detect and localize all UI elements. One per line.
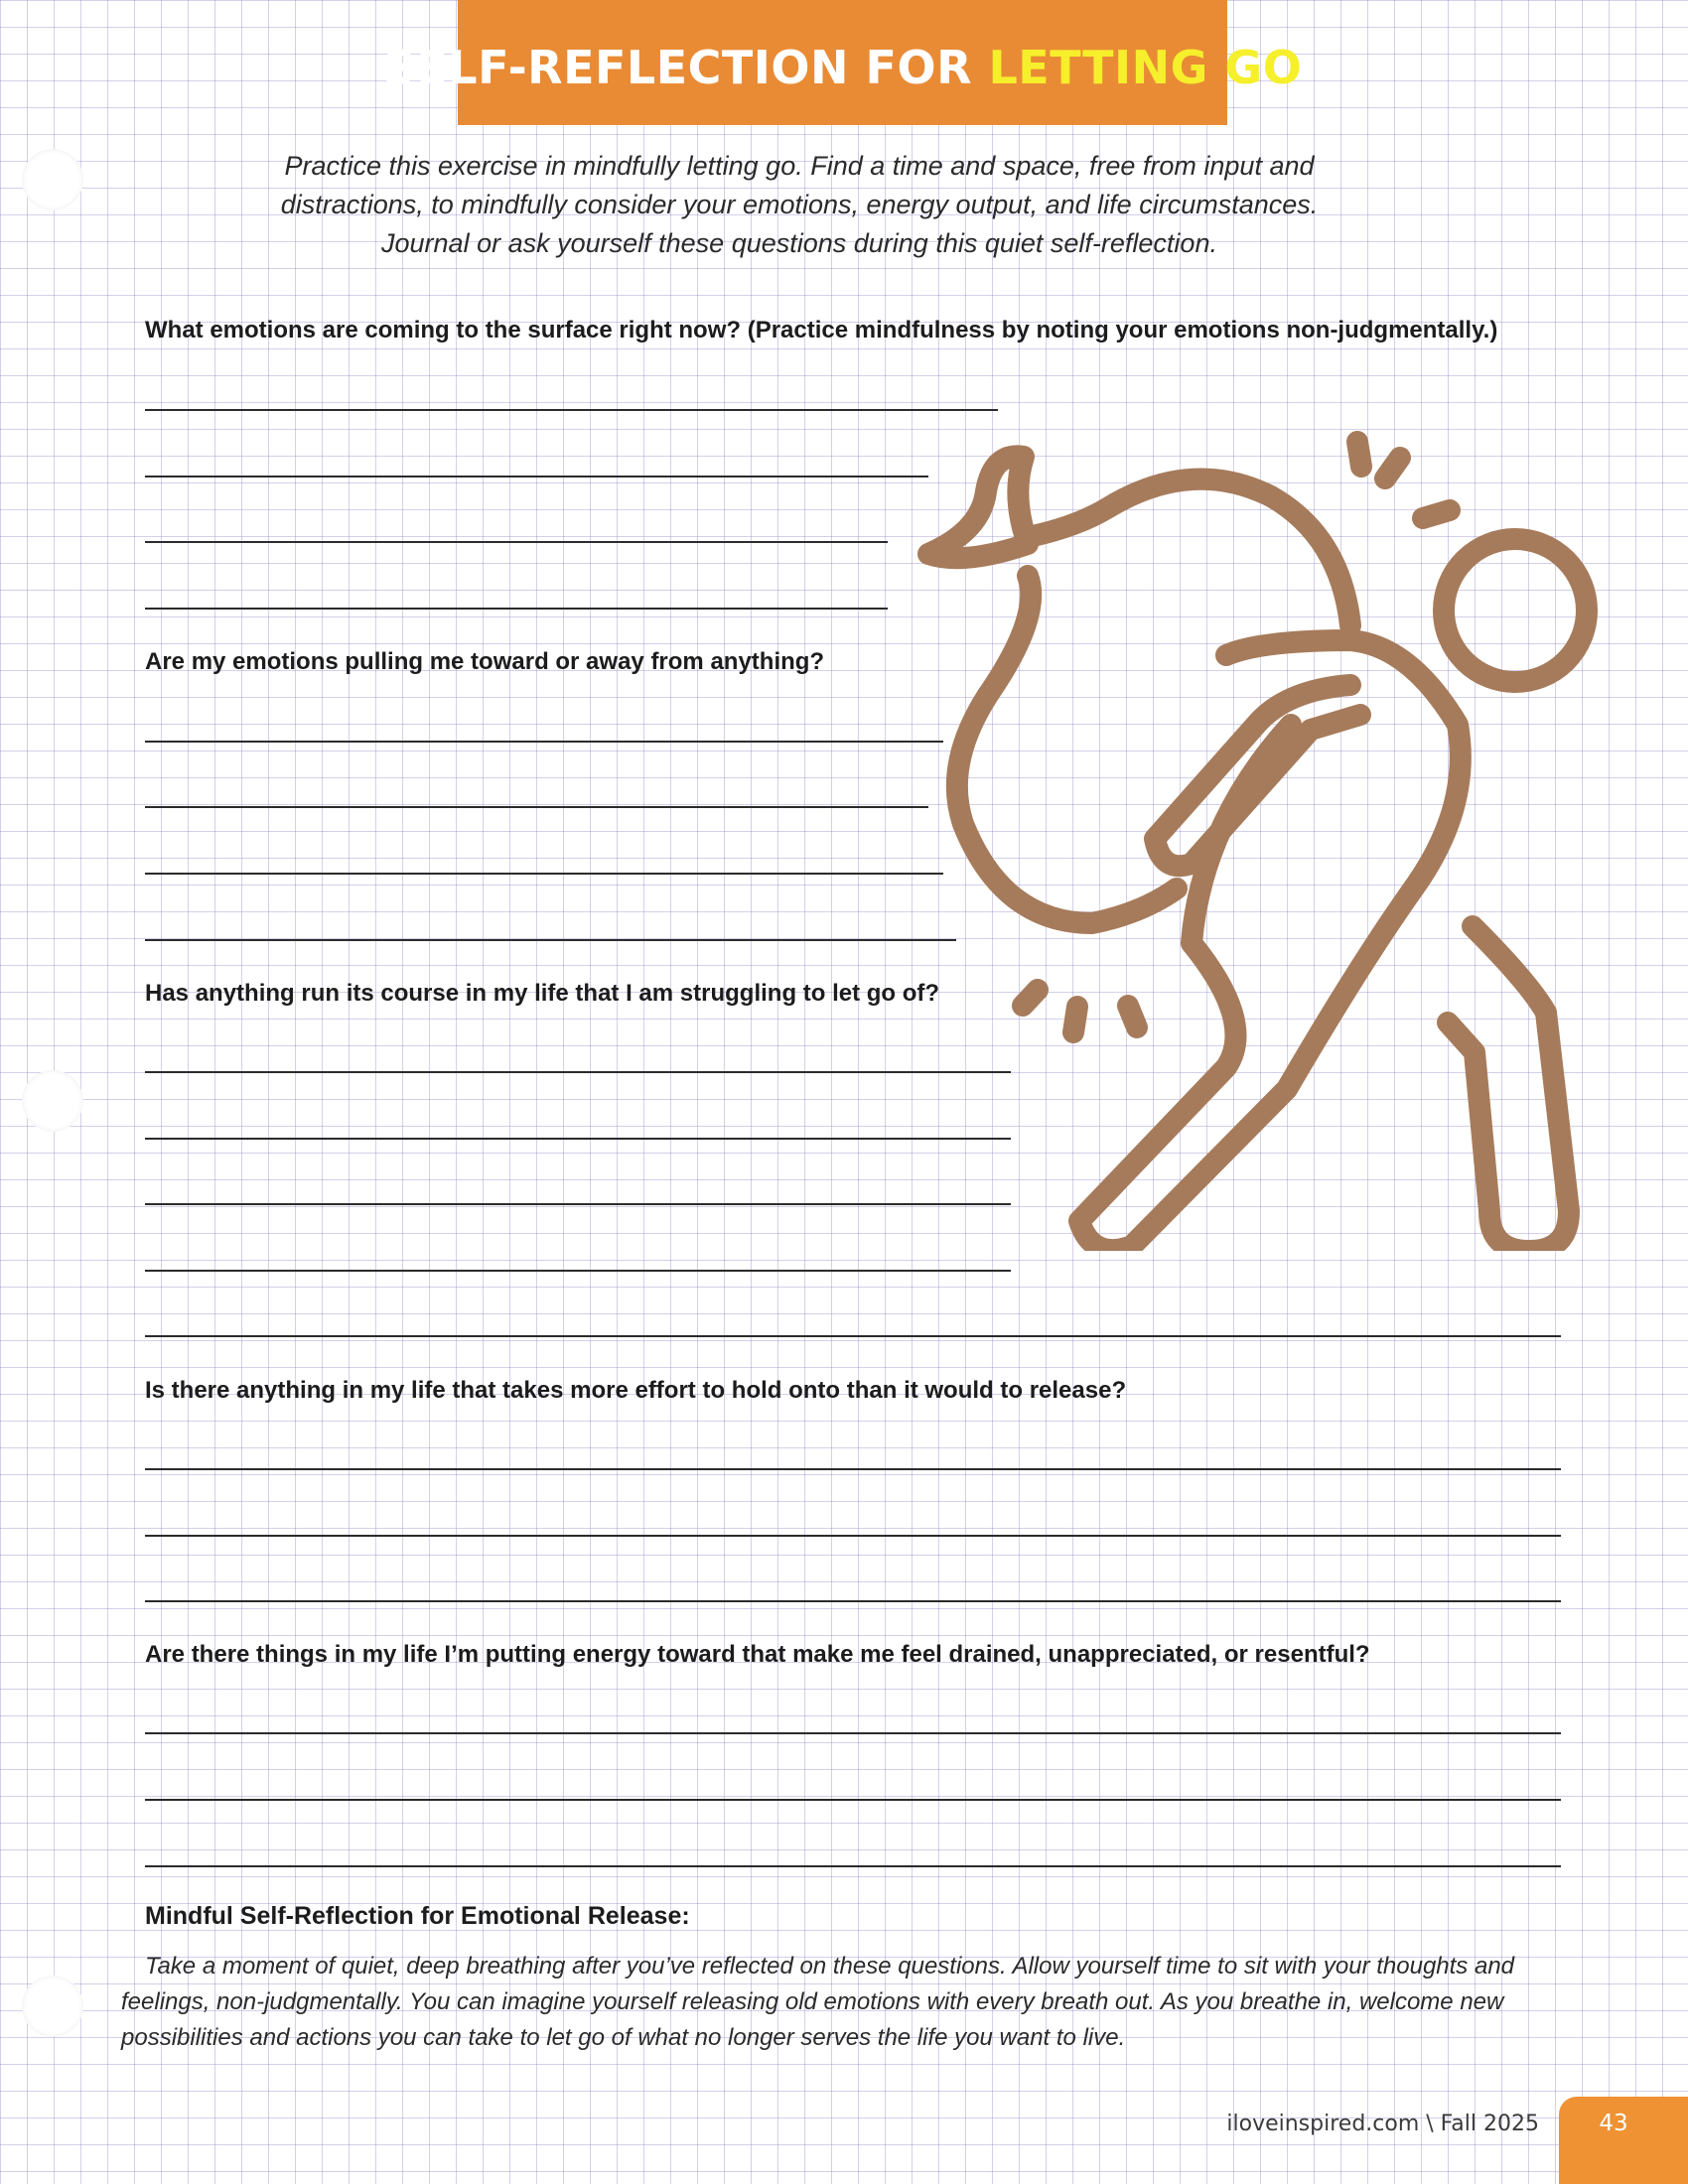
closing-paragraph: Take a moment of quiet, deep breathing after you’ve reflected on these questions. Allow yourself time to sit with your thoughts and feelings, non-judgmentally. You can imagine yourself releasing old emotions with every breath out. As you breathe in, welcome new possibilities and actions you can take to let go of what no longer serves the life you want to live. xyxy=(121,1953,1515,2051)
writing-line[interactable] xyxy=(145,1270,1011,1272)
person-leg-front xyxy=(1448,926,1569,1251)
writing-line[interactable] xyxy=(145,1138,1011,1140)
title-highlight: LETTING GO xyxy=(988,41,1303,94)
writing-line[interactable] xyxy=(145,1468,1561,1470)
title-banner xyxy=(382,0,1303,125)
writing-line[interactable] xyxy=(145,1335,1561,1337)
bag-body-left xyxy=(957,576,1177,923)
page-number-tab xyxy=(1559,2097,1688,2184)
binder-hole-bottom xyxy=(22,1976,83,2037)
intro-paragraph xyxy=(199,147,1400,263)
page-number: 43 xyxy=(1599,2111,1628,2136)
impact-mark xyxy=(1128,1006,1137,1027)
impact-mark xyxy=(1023,990,1038,1006)
person-head xyxy=(1444,539,1587,682)
writing-line[interactable] xyxy=(145,806,928,808)
writing-line[interactable] xyxy=(145,873,943,875)
intro-line: Practice this exercise in mindfully letting go. Find a time and space, free from input and xyxy=(284,151,1315,181)
impact-mark xyxy=(1357,442,1361,467)
closing-heading: Mindful Self-Reflection for Emotional Release: xyxy=(145,1902,690,1930)
question-5: Are there things in my life I’m putting energy toward that make me feel drained, unappreciated, or resentful? xyxy=(145,1641,1370,1668)
binder-hole-middle xyxy=(22,1070,83,1132)
bag-body xyxy=(1033,479,1350,625)
question-3: Has anything run its course in my life that I am struggling to let go of? xyxy=(145,980,940,1007)
question-4: Is there anything in my life that takes more effort to hold onto than it would to release? xyxy=(145,1377,1127,1404)
bag-knot xyxy=(928,456,1028,558)
question-1: What emotions are coming to the surface right now? (Practice mindfulness by noting your emotions non-judgmentally.) xyxy=(145,317,1498,343)
impact-mark xyxy=(1073,1007,1077,1032)
writing-line[interactable] xyxy=(145,1600,1561,1602)
intro-line: Journal or ask yourself these questions during this quiet self-reflection. xyxy=(381,228,1217,258)
writing-line[interactable] xyxy=(145,1071,1011,1073)
person-releasing-bag-icon xyxy=(894,427,1609,1251)
impact-mark xyxy=(1423,510,1450,518)
writing-line[interactable] xyxy=(145,1799,1561,1801)
person-torso xyxy=(1079,640,1461,1250)
writing-line[interactable] xyxy=(145,1535,1561,1537)
writing-line[interactable] xyxy=(145,476,928,478)
footer-site-issue: iloveinspired.com \ Fall 2025 xyxy=(1226,2112,1539,2136)
writing-line[interactable] xyxy=(145,409,998,411)
writing-line[interactable] xyxy=(145,741,943,743)
impact-mark xyxy=(1385,458,1400,478)
intro-line: distractions, to mindfully consider your emotions, energy output, and life circumstances. xyxy=(280,190,1319,219)
writing-line[interactable] xyxy=(145,541,888,543)
writing-line[interactable] xyxy=(145,1732,1561,1734)
page-title: SELF-REFLECTION FOR LETTING GO xyxy=(382,41,1303,94)
person-arm xyxy=(1155,685,1360,866)
binder-hole-top xyxy=(22,149,83,210)
question-2: Are my emotions pulling me toward or away from anything? xyxy=(145,648,825,675)
writing-line[interactable] xyxy=(145,608,888,610)
writing-line[interactable] xyxy=(145,1203,1011,1205)
writing-line[interactable] xyxy=(145,1865,1561,1867)
writing-line[interactable] xyxy=(145,939,956,941)
